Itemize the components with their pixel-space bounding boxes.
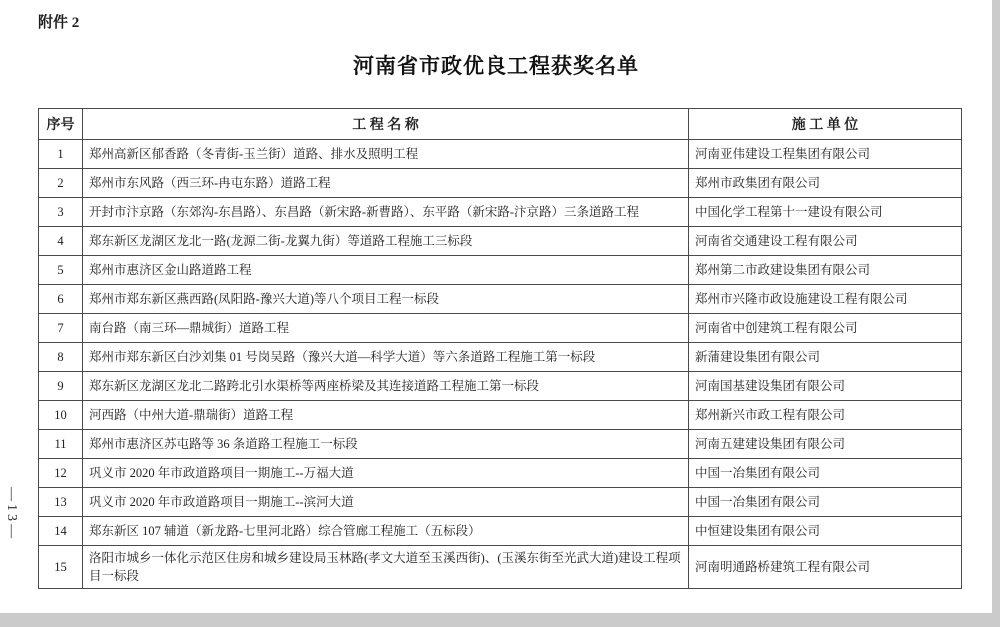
table-header bbox=[39, 109, 962, 140]
project-name-cell: 郑州市郑东新区燕西路(凤阳路-豫兴大道)等八个项目工程一标段 bbox=[83, 285, 689, 314]
row-number-cell: 7 bbox=[39, 314, 83, 343]
row-number-cell: 4 bbox=[39, 227, 83, 256]
table-row bbox=[39, 198, 962, 227]
attachment-label: 附件 2 bbox=[38, 15, 80, 31]
project-name-cell: 郑东新区龙湖区龙北二路跨北引水渠桥等两座桥梁及其连接道路工程施工第一标段 bbox=[83, 372, 689, 401]
column-header: 序号 bbox=[39, 109, 83, 140]
unit-cell: 河南亚伟建设工程集团有限公司 bbox=[689, 140, 962, 169]
unit-cell: 河南明通路桥建筑工程有限公司 bbox=[689, 546, 962, 589]
table-row bbox=[39, 169, 962, 198]
unit-cell: 河南省交通建设工程有限公司 bbox=[689, 227, 962, 256]
row-number-cell: 10 bbox=[39, 401, 83, 430]
unit-cell: 中国化学工程第十一建设有限公司 bbox=[689, 198, 962, 227]
column-header: 工 程 名 称 bbox=[83, 109, 689, 140]
unit-cell: 河南国基建设集团有限公司 bbox=[689, 372, 962, 401]
table-row bbox=[39, 227, 962, 256]
table-row bbox=[39, 140, 962, 169]
project-name-cell: 南台路（南三环—鼎城街）道路工程 bbox=[83, 314, 689, 343]
table-row bbox=[39, 546, 962, 589]
row-number-cell: 15 bbox=[39, 546, 83, 589]
row-number-cell: 8 bbox=[39, 343, 83, 372]
project-name-cell: 郑州市惠济区苏屯路等 36 条道路工程施工一标段 bbox=[83, 430, 689, 459]
table-row bbox=[39, 314, 962, 343]
column-header: 施 工 单 位 bbox=[689, 109, 962, 140]
unit-cell: 河南省中创建筑工程有限公司 bbox=[689, 314, 962, 343]
unit-cell: 郑州市兴隆市政设施建设工程有限公司 bbox=[689, 285, 962, 314]
unit-cell: 中国一冶集团有限公司 bbox=[689, 488, 962, 517]
project-name-cell: 郑州高新区郁香路（冬青街-玉兰街）道路、排水及照明工程 bbox=[83, 140, 689, 169]
row-number-cell: 9 bbox=[39, 372, 83, 401]
project-name-cell: 巩义市 2020 年市政道路项目一期施工--滨河大道 bbox=[83, 488, 689, 517]
row-number-cell: 12 bbox=[39, 459, 83, 488]
row-number-cell: 14 bbox=[39, 517, 83, 546]
unit-cell: 郑州第二市政建设集团有限公司 bbox=[689, 256, 962, 285]
row-number-cell: 2 bbox=[39, 169, 83, 198]
header-row bbox=[39, 109, 962, 140]
project-name-cell: 郑东新区龙湖区龙北一路(龙源二街-龙翼九街）等道路工程施工三标段 bbox=[83, 227, 689, 256]
row-number-cell: 11 bbox=[39, 430, 83, 459]
unit-cell: 新蒲建设集团有限公司 bbox=[689, 343, 962, 372]
unit-cell: 中恒建设集团有限公司 bbox=[689, 517, 962, 546]
row-number-cell: 6 bbox=[39, 285, 83, 314]
unit-cell: 河南五建建设集团有限公司 bbox=[689, 430, 962, 459]
table-row bbox=[39, 256, 962, 285]
row-number-cell: 3 bbox=[39, 198, 83, 227]
project-name-cell: 巩义市 2020 年市政道路项目一期施工--万福大道 bbox=[83, 459, 689, 488]
table-row bbox=[39, 343, 962, 372]
project-name-cell: 郑东新区 107 辅道（新龙路-七里河北路）综合管廊工程施工（五标段） bbox=[83, 517, 689, 546]
project-name-cell: 洛阳市城乡一体化示范区住房和城乡建设局玉林路(孝文大道至玉溪西街)、(玉溪东街至光武大道)建设工程项目一标段 bbox=[83, 546, 689, 589]
project-name-cell: 郑州市郑东新区白沙刘集 01 号岗吴路（豫兴大道—科学大道）等六条道路工程施工第一标段 bbox=[83, 343, 689, 372]
page-number: —13— bbox=[4, 487, 19, 541]
unit-cell: 郑州新兴市政工程有限公司 bbox=[689, 401, 962, 430]
project-name-cell: 郑州市东风路（西三环-冉屯东路）道路工程 bbox=[83, 169, 689, 198]
table-body bbox=[39, 140, 962, 589]
row-number-cell: 1 bbox=[39, 140, 83, 169]
page-title: 河南省市政优良工程获奖名单 bbox=[353, 55, 639, 78]
row-number-cell: 5 bbox=[39, 256, 83, 285]
table-row bbox=[39, 285, 962, 314]
table-row bbox=[39, 372, 962, 401]
table-row bbox=[39, 430, 962, 459]
row-number-cell: 13 bbox=[39, 488, 83, 517]
table-row bbox=[39, 401, 962, 430]
project-name-cell: 河西路（中州大道-鼎瑞街）道路工程 bbox=[83, 401, 689, 430]
project-name-cell: 开封市汴京路（东郊沟-东昌路）、东昌路（新宋路-新曹路）、东平路（新宋路-汴京路）三条道路工程 bbox=[83, 198, 689, 227]
table-row bbox=[39, 459, 962, 488]
unit-cell: 郑州市政集团有限公司 bbox=[689, 169, 962, 198]
unit-cell: 中国一冶集团有限公司 bbox=[689, 459, 962, 488]
table-row bbox=[39, 488, 962, 517]
project-name-cell: 郑州市惠济区金山路道路工程 bbox=[83, 256, 689, 285]
awards-table bbox=[38, 108, 962, 589]
table-row bbox=[39, 517, 962, 546]
